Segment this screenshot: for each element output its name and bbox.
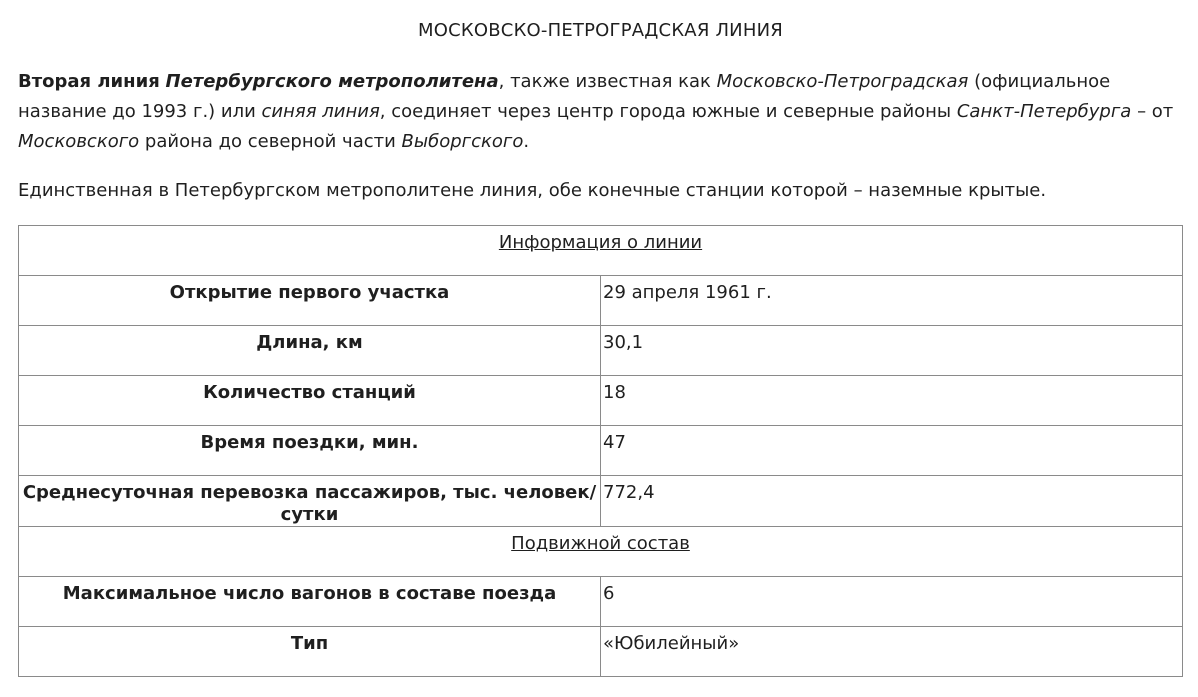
row-label: Тип [19,627,601,677]
intro-paragraph [18,67,1183,157]
table-section-row [19,527,1183,577]
intro-text-5: района до северной части [139,131,402,152]
table-section-row [19,226,1183,276]
row-value: 772,4 [601,476,1183,527]
row-value: 6 [601,577,1183,627]
row-label: Максимальное число вагонов в составе поезда [19,577,601,627]
table-row [19,476,1183,527]
section-title-rolling-stock: Подвижной состав [19,527,1183,577]
row-label: Среднесуточная перевозка пассажиров, тыс. человек/сутки [19,476,601,527]
intro-italic-4: Московского [18,131,140,152]
row-label: Длина, км [19,326,601,376]
table-row [19,577,1183,627]
intro-text-3: , соединяет через центр города южные и северные районы [379,101,957,122]
row-value: 29 апреля 1961 г. [601,276,1183,326]
intro-text-4: – от [1131,101,1174,122]
row-value: 47 [601,426,1183,476]
intro-bold-lead: Вторая линия [18,71,160,92]
table-row [19,276,1183,326]
section-title-line-info: Информация о линии [19,226,1183,276]
second-paragraph: Единственная в Петербургском метрополитене линия, обе конечные станции которой – наземные крытые. [18,180,1047,201]
row-label: Время поездки, мин. [19,426,601,476]
row-value: 30,1 [601,326,1183,376]
intro-text-1: , также известная как [498,71,717,92]
row-label: Количество станций [19,376,601,426]
table-row [19,326,1183,376]
row-value: «Юбилейный» [601,627,1183,677]
intro-italic-3: Санкт-Петербурга [956,101,1132,122]
intro-italic-2: синяя линия [261,101,380,122]
intro-text-2: (официальное название до 1993 г.) или [18,71,1111,122]
table-row [19,426,1183,476]
table-row [19,376,1183,426]
intro-italic-1: Московско-Петроградская [716,71,969,92]
intro-bold-italic-name: Петербургского метрополитена [165,71,499,92]
row-value: 18 [601,376,1183,426]
intro-italic-5: Выборгского [401,131,524,152]
page-title: МОСКОВСКО-ПЕТРОГРАДСКАЯ ЛИНИЯ [418,20,783,41]
row-label: Открытие первого участка [19,276,601,326]
table-row [19,627,1183,677]
intro-text-6: . [523,131,530,152]
line-info-table [18,225,1183,677]
